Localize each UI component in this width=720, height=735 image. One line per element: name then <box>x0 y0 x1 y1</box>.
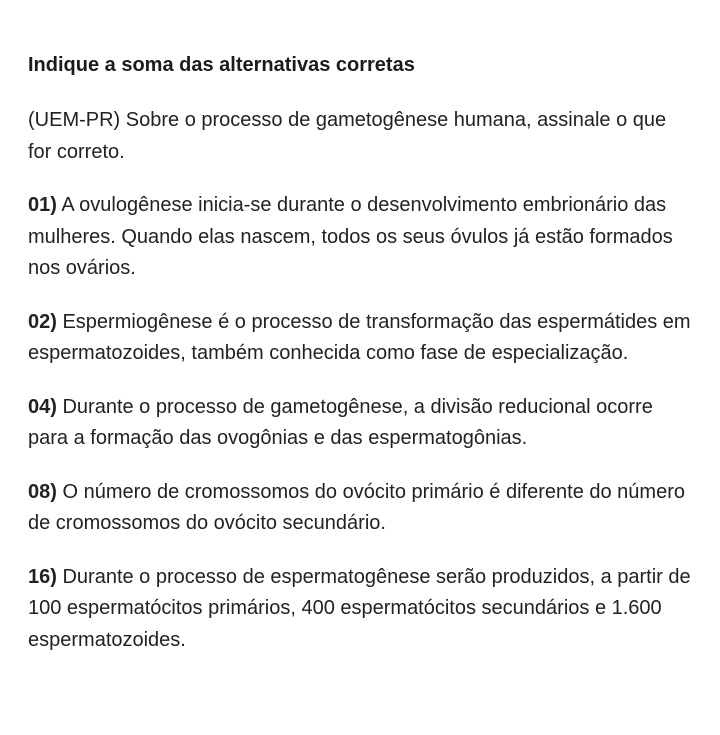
alternative-04 <box>28 392 692 455</box>
alternative-number: 01) <box>28 194 57 216</box>
alternative-number: 04) <box>28 395 57 418</box>
alternative-16 <box>28 562 692 657</box>
alternative-text: Durante o processo de espermatogênese serão produzidos, a partir de 100 espermatócitos primários, 400 espermatócitos secundários e 1.600 espermatozoides. <box>28 565 691 651</box>
question-content <box>28 52 692 678</box>
alternative-text: A ovulogênese inicia-se durante o desenvolvimento embrionário das mulheres. Quando elas nascem, todos os seus óvulos já estão formados nos ovários. <box>28 194 673 279</box>
alternative-08 <box>28 477 692 540</box>
question-heading: Indique a soma das alternativas corretas <box>28 54 415 76</box>
alternative-number: 08) <box>28 480 57 503</box>
alternative-number: 16) <box>28 565 57 588</box>
alternative-text: Durante o processo de gametogênese, a divisão reducional ocorre para a formação das ovogônias e das espermatogônias. <box>28 395 653 449</box>
alternative-number: 02) <box>28 310 57 333</box>
alternative-text: O número de cromossomos do ovócito primário é diferente do número de cromossomos do ovócito secundário. <box>28 480 685 534</box>
question-intro: (UEM-PR) Sobre o processo de gametogênese humana, assinale o que for correto. <box>28 109 667 163</box>
alternative-01 <box>28 190 692 285</box>
alternative-02 <box>28 307 692 370</box>
alternative-text: Espermiogênese é o processo de transformação das espermátides em espermatozoides, também conhecida como fase de especialização. <box>28 310 691 364</box>
